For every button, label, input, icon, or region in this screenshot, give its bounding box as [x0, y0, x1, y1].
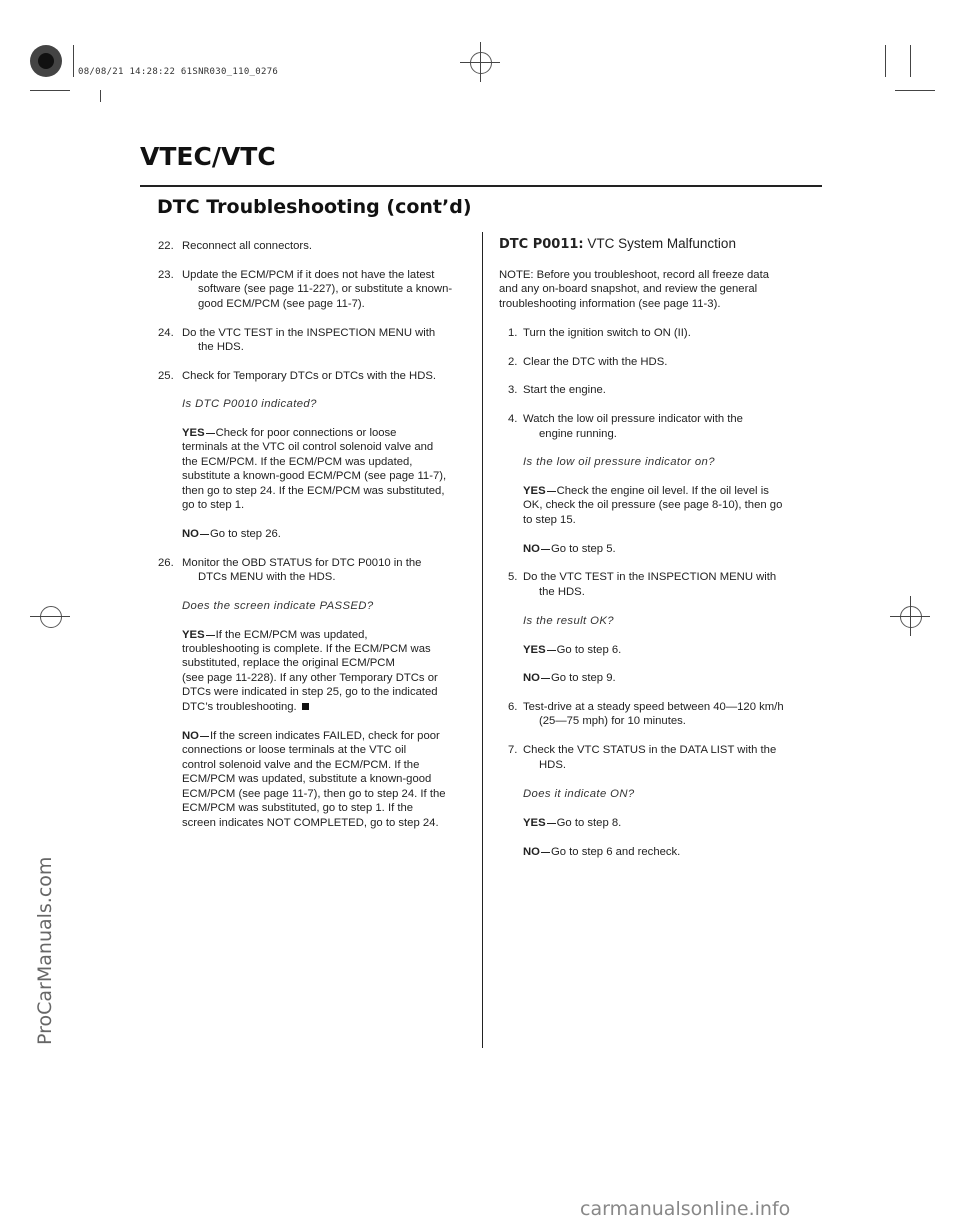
branch-text: the ECM/PCM. If the ECM/PCM was updated, — [182, 456, 413, 468]
dtc-title: VTC System Malfunction — [587, 236, 736, 251]
step-number: 7. — [508, 744, 518, 756]
step-text: Watch the low oil pressure indicator with the — [523, 413, 743, 425]
step-number: 4. — [508, 413, 518, 425]
no-label: NO — [182, 730, 199, 742]
registration-mark-right-middle — [900, 606, 922, 628]
branch-text: to step 15. — [523, 514, 576, 526]
header-rule — [140, 185, 822, 187]
yes-label: YES — [523, 817, 546, 829]
branch-text: ECM/PCM was updated, substitute a known-good — [182, 773, 432, 785]
dash — [547, 823, 556, 824]
branch-text: Check for poor connections or loose — [215, 427, 397, 439]
dtc-heading — [499, 236, 736, 252]
registration-mark-top-center — [470, 52, 492, 74]
branch-text: If the screen indicates FAILED, check for poor — [209, 730, 440, 742]
step-text: software (see page 11-227), or substitute a known- — [198, 283, 453, 295]
branch-text: connections or loose terminals at the VTC oil — [182, 744, 407, 756]
step-text: the HDS. — [539, 586, 585, 598]
crop-mark — [30, 90, 70, 91]
end-of-procedure-mark — [302, 703, 309, 710]
branch-text: DTCs were indicated in step 25, go to the indicated — [182, 686, 438, 698]
branch-text: Go to step 5. — [550, 543, 616, 555]
step-text: Do the VTC TEST in the INSPECTION MENU with — [182, 327, 436, 339]
no-label: NO — [523, 543, 540, 555]
yes-branch — [182, 628, 368, 643]
crop-mark — [895, 90, 935, 91]
side-watermark: ProCarManuals.com — [34, 856, 56, 1045]
branch-text: Check the engine oil level. If the oil level is — [556, 485, 769, 497]
dash — [541, 678, 550, 679]
no-branch — [182, 527, 281, 542]
yes-branch — [523, 816, 621, 831]
note-text: NOTE: Before you troubleshoot, record all freeze data — [499, 269, 770, 281]
branch-text-last — [182, 700, 309, 715]
crop-mark — [910, 45, 911, 77]
crop-mark — [100, 90, 101, 102]
branch-text: (see page 11-228). If any other Temporary DTCs or — [182, 672, 438, 684]
note-text: and any on-board snapshot, and review the general — [499, 283, 758, 295]
yes-branch — [523, 643, 621, 658]
step-text: the HDS. — [198, 341, 244, 353]
dash — [547, 491, 556, 492]
step-text: Clear the DTC with the HDS. — [523, 356, 668, 368]
yes-label: YES — [523, 485, 546, 497]
step-text: Update the ECM/PCM if it does not have the latest — [182, 269, 435, 281]
step-text: Start the engine. — [523, 384, 606, 396]
yes-branch — [523, 484, 769, 499]
dash — [200, 736, 209, 737]
step-text: (25—75 mph) for 10 minutes. — [539, 715, 686, 727]
step-text: good ECM/PCM (see page 11-7). — [198, 298, 365, 310]
no-label: NO — [182, 528, 199, 540]
branch-text: Go to step 8. — [556, 817, 622, 829]
no-label: NO — [523, 672, 540, 684]
crop-mark — [460, 62, 500, 63]
yes-label: YES — [523, 644, 546, 656]
step-text: Monitor the OBD STATUS for DTC P0010 in the — [182, 557, 422, 569]
step-number: 1. — [508, 327, 518, 339]
dtc-code: DTC P0011: — [499, 237, 584, 252]
registration-mark-left-middle — [40, 606, 62, 628]
step-text: Do the VTC TEST in the INSPECTION MENU with — [523, 571, 777, 583]
step-number: 23. — [158, 269, 174, 281]
yes-branch — [182, 426, 396, 441]
step-number: 22. — [158, 240, 174, 252]
dash — [206, 433, 215, 434]
dash — [541, 549, 550, 550]
step-number: 5. — [508, 571, 518, 583]
crop-mark — [30, 616, 70, 617]
question: Is DTC P0010 indicated? — [182, 398, 317, 410]
crop-mark — [885, 45, 886, 77]
no-branch — [182, 729, 440, 744]
question: Does the screen indicate PASSED? — [182, 600, 374, 612]
step-number: 3. — [508, 384, 518, 396]
branch-text: troubleshooting is complete. If the ECM/PCM was — [182, 643, 431, 655]
section-title: VTEC/VTC — [140, 142, 276, 171]
page-subtitle: DTC Troubleshooting (cont’d) — [157, 196, 472, 218]
column-divider — [482, 232, 483, 1048]
branch-text: Go to step 9. — [550, 672, 616, 684]
branch-text: go to step 1. — [182, 499, 245, 511]
branch-text: control solenoid valve and the ECM/PCM. If the — [182, 759, 420, 771]
yes-label: YES — [182, 427, 205, 439]
step-text: Test-drive at a steady speed between 40—120 km/h — [523, 701, 784, 713]
branch-text: Go to step 26. — [209, 528, 281, 540]
step-text: Check the VTC STATUS in the DATA LIST with the — [523, 744, 777, 756]
registration-mark-top-left — [30, 45, 62, 77]
step-text: HDS. — [539, 759, 566, 771]
step-number: 25. — [158, 370, 174, 382]
branch-text: ECM/PCM was substituted, go to step 1. If the — [182, 802, 414, 814]
no-branch — [523, 845, 680, 860]
branch-text: ECM/PCM (see page 11-7), then go to step 24. If the — [182, 788, 446, 800]
question: Is the low oil pressure indicator on? — [523, 456, 715, 468]
note-text: troubleshooting information (see page 11-3). — [499, 298, 721, 310]
step-number: 24. — [158, 327, 174, 339]
dash — [541, 852, 550, 853]
no-branch — [523, 671, 616, 686]
step-number: 6. — [508, 701, 518, 713]
branch-text: Go to step 6. — [556, 644, 622, 656]
branch-text: If the ECM/PCM was updated, — [215, 629, 368, 641]
crop-mark — [890, 616, 930, 617]
step-text: Check for Temporary DTCs or DTCs with the HDS. — [182, 370, 437, 382]
branch-text: OK, check the oil pressure (see page 8-10), then go — [523, 499, 783, 511]
dash — [200, 534, 209, 535]
branch-text: then go to step 24. If the ECM/PCM was substituted, — [182, 485, 445, 497]
footer-watermark: carmanualsonline.info — [580, 1198, 791, 1220]
branch-text: substitute a known-good ECM/PCM (see page 11-7), — [182, 470, 447, 482]
dash — [206, 635, 215, 636]
crop-mark — [73, 45, 74, 77]
question: Is the result OK? — [523, 615, 614, 627]
dash — [547, 650, 556, 651]
branch-text: terminals at the VTC oil control solenoid valve and — [182, 441, 434, 453]
yes-label: YES — [182, 629, 205, 641]
print-stamp: 08/08/21 14:28:22 61SNR030_110_0276 — [78, 67, 279, 77]
branch-text: substituted, replace the original ECM/PCM — [182, 657, 395, 669]
question: Does it indicate ON? — [523, 788, 635, 800]
step-text: Reconnect all connectors. — [182, 240, 312, 252]
step-number: 2. — [508, 356, 518, 368]
step-number: 26. — [158, 557, 174, 569]
step-text: DTCs MENU with the HDS. — [198, 571, 336, 583]
step-text: Turn the ignition switch to ON (II). — [523, 327, 691, 339]
branch-text: DTC’s troubleshooting. — [182, 701, 297, 713]
branch-text: Go to step 6 and recheck. — [550, 846, 681, 858]
no-branch — [523, 542, 616, 557]
no-label: NO — [523, 846, 540, 858]
branch-text: screen indicates NOT COMPLETED, go to step 24. — [182, 817, 439, 829]
step-text: engine running. — [539, 428, 617, 440]
